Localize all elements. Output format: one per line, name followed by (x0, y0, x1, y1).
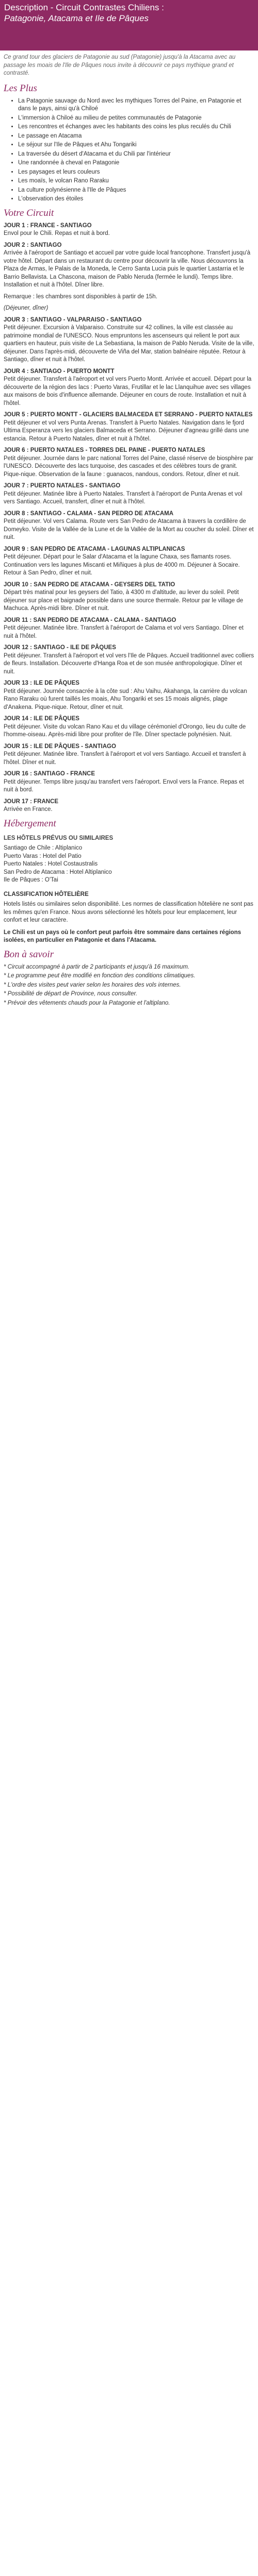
day-block (4, 222, 254, 238)
day-title: JOUR 8 : SANTIAGO - CALAMA - SAN PEDRO DE ATACAMA (4, 510, 174, 517)
day-text: Arrivée à l'aéroport de Santiago et accueil par votre guide local francophone. Transfert jusqu'à votre hôtel. Départ dans un restaurant du centre pour découvrir la ville. Nous découvrons la Plaza de Armas, le Palais de la Moneda, le Cerro Santa Lucia puis le quartier Lastarria et le Barrio Bellavista. La Chascona, maison de Pablo Neruda (fermée le lundi). Temps libre. Installation et nuit à l'hôtel. Dîner libre. (4, 250, 251, 288)
day-title: JOUR 2 : SANTIAGO (4, 242, 62, 248)
day-text: Petit déjeuner. Transfert à l'aéroport et vol vers Puerto Montt. Arrivée et accueil. Départ pour la découverte de la région des lacs : Puerto Varas, Frutillar et le lac Llanquihue avec ses villages aux maisons de bois d'influence allemande. Déjeuner en cours de route. Installation et nuit à l'hôtel. (4, 376, 252, 406)
plus-item: • Le passage en Atacama (18, 132, 254, 141)
day-title: JOUR 15 : ILE DE PÂQUES - SANTIAGO (4, 743, 116, 750)
hotel-list (4, 844, 254, 885)
plus-list (4, 97, 254, 204)
hotel-item: Santiago de Chile : Altiplanico (4, 845, 83, 851)
classification-warning: Le Chili est un pays où le confort peut parfois être sommaire dans certaines régions isolées, en particulier en Patagonie et dans l'Atacama. (4, 929, 241, 943)
classification-heading: CLASSIFICATION HÔTELIÈRE (4, 891, 89, 897)
page-subtitle: Patagonie, Atacama et Ile de Pâques (4, 13, 149, 23)
plus-item: • Les paysages et leurs couleurs (18, 168, 254, 177)
day-title: JOUR 7 : PUERTO NATALES - SANTIAGO (4, 483, 121, 489)
day-text: Petit déjeuner. Matinée libre. Transfert à l'aéroport de Calama et vol vers Santiago. Dîner et nuit à l'hôtel. (4, 625, 244, 639)
intro-text: Ce grand tour des glaciers de Patagonie au sud (Patagonie) jusqu'à la Atacama avec au passage les moais de l'Ile de Pâques nous invite à découvrir ce pays mythique grand et contrasté. (4, 54, 236, 76)
info-item: * L'ordre des visites peut varier selon les horaires des vols internes. (4, 981, 181, 988)
day-text: Petit déjeuner et vol vers Punta Arenas. Transfert à Puerto Natales. Navigation dans le fjord Ultima Esperanza vers les glaciers Balmaceda et Serrano. Déjeuner d'agneau grillé dans une estancia. Retour à Puerto Natales, dîner et nuit à l'hôtel. (4, 419, 249, 442)
page-header (0, 0, 258, 50)
day-meals: (Déjeuner, dîner) (4, 305, 49, 311)
day-title: JOUR 9 : SAN PEDRO DE ATACAMA - LAGUNAS ALTIPLANICAS (4, 546, 185, 552)
day-block (4, 510, 254, 542)
hotel-heading: Hébergement (4, 818, 56, 829)
day-title: JOUR 5 : PUERTO MONTT - GLACIERS BALMACEDA ET SERRANO - PUERTO NATALES (4, 412, 253, 418)
plus-item: • Une randonnée à cheval en Patagonie (18, 159, 254, 167)
circuit-heading: Votre Circuit (4, 207, 54, 218)
day-title: JOUR 14 : ILE DE PÂQUES (4, 716, 79, 722)
day-text: Petit déjeuner. Journée dans le parc national Torres del Paine, classé réserve de biosphère par l'UNESCO. Découverte des lacs turquoise, des cascades et des célèbres tours de granit. Pique-nique. Observation de la faune : guanacos, nandous, condors. Retour, dîner et nuit. (4, 455, 253, 478)
page-title: Description - Circuit Contrastes Chiliens : (4, 3, 164, 12)
day-block (4, 411, 254, 443)
hotel-item: Ile de Pâques : O'Tai (4, 877, 58, 883)
day-title: JOUR 17 : FRANCE (4, 798, 59, 805)
day-block (4, 798, 254, 814)
hotel-item: Puerto Varas : Hotel del Patio (4, 853, 82, 859)
day-block (4, 242, 254, 313)
day-text: Départ très matinal pour les geysers del Tatio, à 4300 m d'altitude, au lever du soleil. Petit déjeuner sur place et baignade possible dans une source thermale. Retour par le village de Machuca. Après-midi libre. Dîner et nuit. (4, 589, 244, 612)
day-title: JOUR 16 : SANTIAGO - FRANCE (4, 771, 95, 777)
day-text: Petit déjeuner. Visite du volcan Rano Kau et du village cérémoniel d'Orongo, lieu du culte de l'homme-oiseau. Après-midi libre pour profiter de l'île. Dîner spectacle polynésien. Nuit. (4, 723, 246, 738)
day-text: Envol pour le Chili. Repas et nuit à bord. (4, 230, 110, 236)
bon-a-savoir-heading: Bon à savoir (4, 948, 54, 960)
day-title: JOUR 3 : SANTIAGO - VALPARAISO - SANTIAGO (4, 316, 142, 323)
day-title: JOUR 1 : FRANCE - SANTIAGO (4, 222, 92, 229)
plus-item: • La culture polynésienne à l'Ile de Pâques (18, 187, 254, 195)
day-text: Remarque : les chambres sont disponibles à partir de 15h. (4, 293, 157, 300)
day-title: JOUR 4 : SANTIAGO - PUERTO MONTT (4, 368, 115, 375)
hotel-item: San Pedro de Atacama : Hotel Altiplanico (4, 869, 112, 875)
itinerary (4, 222, 254, 814)
bon-a-savoir-list (4, 963, 254, 1008)
plus-heading: Les Plus (4, 82, 37, 94)
info-item: * Circuit accompagné à partir de 2 participants et jusqu'à 16 maximum. (4, 963, 190, 970)
info-item: * Prévoir des vêtements chauds pour la Patagonie et l'altiplano. (4, 999, 170, 1006)
day-block (4, 770, 254, 794)
day-text: Petit déjeuner. Matinée libre à Puerto Natales. Transfert à l'aéroport de Punta Arenas et vol vers Santiago. Accueil, transfert, dîner et nuit à l'hôtel. (4, 490, 243, 505)
plus-item: • L'immersion à Chiloé au milieu de petites communautés de Patagonie (18, 114, 254, 123)
plus-item: • L'observation des étoiles (18, 195, 254, 204)
day-block (4, 715, 254, 739)
day-block (4, 482, 254, 506)
day-title: JOUR 10 : SAN PEDRO DE ATACAMA - GEYSERS DEL TATIO (4, 581, 175, 588)
day-block (4, 546, 254, 578)
day-block (4, 581, 254, 613)
day-block (4, 447, 254, 479)
day-block (4, 316, 254, 364)
hotel-item: Puerto Natales : Hotel Costaustralis (4, 861, 98, 867)
info-item: * Possibilité de départ de Province, nous consulter. (4, 991, 138, 997)
plus-item: • Les rencontres et échanges avec les habitants des coins les plus reculés du Chili (18, 123, 254, 131)
plus-item: • La traversée du désert d'Atacama et du Chili par l'intérieur (18, 150, 254, 159)
plus-item: • Les moaïs, le volcan Rano Raraku (18, 177, 254, 185)
day-text: Petit déjeuner. Excursion à Valparaiso. Construite sur 42 collines, la ville est classée au patrimoine mondial de l'UNESCO. Nous empruntons les ascenseurs qui relient le port aux quartiers en hauteur, puis visite de La Sebastiana, la maison de Pablo Neruda. Visite de la ville, déjeuner. Dans l'après-midi, découverte de Viña del Mar, station balnéaire réputée. Retour à Santiago, dîner et nuit à l'hôtel. (4, 325, 254, 363)
day-block (4, 743, 254, 767)
day-title: JOUR 13 : ILE DE PÂQUES (4, 680, 79, 686)
content (0, 50, 258, 1007)
day-text: Petit déjeuner. Vol vers Calama. Route vers San Pedro de Atacama à travers la cordillère de Domeyko. Visite de la Vallée de la Lune et de la Vallée de la Mort au coucher du soleil. Dîner et nuit. (4, 518, 254, 540)
day-text: Petit déjeuner. Transfert à l'aéroport et vol vers l'Ile de Pâques. Accueil traditionnel avec colliers de fleurs. Installation. Découverte d'Hanga Roa et de son musée anthropologique. Dîner et nuit. (4, 652, 254, 675)
day-block (4, 368, 254, 408)
day-title: JOUR 12 : SANTIAGO - ILE DE PÂQUES (4, 645, 116, 651)
hotels-subheading: LES HÔTELS PRÉVUS OU SIMILAIRES (4, 835, 114, 841)
day-text: Petit déjeuner. Journée consacrée à la côte sud : Ahu Vaihu, Akahanga, la carrière du volcan Rano Raraku où furent taillés les moais, Ahu Tongariki et ses 15 moais alignés, plage d'Anakena. Pique-nique. Retour, dîner et nuit. (4, 688, 247, 710)
day-text: Petit déjeuner. Départ pour le Salar d'Atacama et la lagune Chaxa, ses flamants roses. Continuation vers les lagunes Miscanti et Miñiques à plus de 4000 m. Déjeuner à Socaire. Retour à San Pedro, dîner et nuit. (4, 554, 240, 576)
plus-item: • La Patagonie sauvage du Nord avec les mythiques Torres del Paine, en Patagonie et dans le pays, ainsi qu'à Chiloé (18, 97, 254, 113)
day-title: JOUR 11 : SAN PEDRO DE ATACAMA - CALAMA - SANTIAGO (4, 617, 176, 623)
day-block (4, 680, 254, 711)
classification-text: Hotels listés ou similaires selon disponibilité. Les normes de classification hôtelière ne sont pas les mêmes qu'en France. Nous avons sélectionné les hôtels pour leur emplacement, leur confort et leur caractère. (4, 901, 253, 923)
day-text: Petit déjeuner. Temps libre jusqu'au transfert vers l'aéroport. Envol vers la France. Repas et nuit à bord. (4, 778, 244, 793)
day-title: JOUR 6 : PUERTO NATALES - TORRES DEL PAINE - PUERTO NATALES (4, 447, 205, 453)
day-block (4, 644, 254, 676)
info-item: * Le programme peut être modifié en fonction des conditions climatiques. (4, 973, 196, 979)
day-text: Arrivée en France. (4, 806, 53, 812)
day-text: Petit déjeuner. Matinée libre. Transfert à l'aéroport et vol vers Santiago. Accueil et transfert à l'hôtel. Dîner et nuit. (4, 751, 246, 766)
plus-item: • Le séjour sur l'Ile de Pâques et Ahu Tongariki (18, 141, 254, 149)
day-block (4, 617, 254, 641)
